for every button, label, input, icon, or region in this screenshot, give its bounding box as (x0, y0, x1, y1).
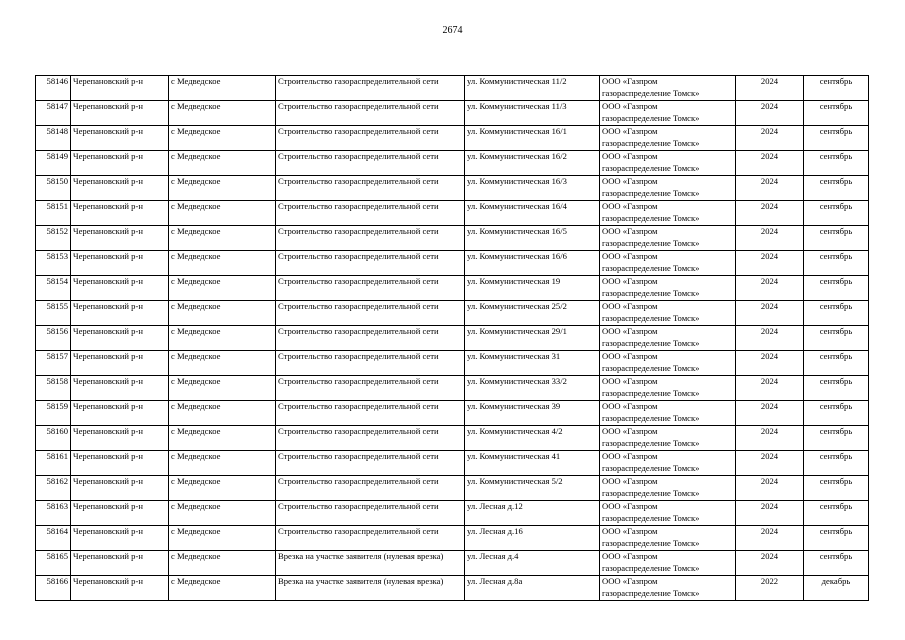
locality-cell: с Медведское (169, 326, 276, 351)
year-cell: 2024 (736, 401, 804, 426)
district-cell: Черепановский р-н (71, 201, 169, 226)
year-cell: 2024 (736, 376, 804, 401)
record-number: 58155 (36, 301, 71, 326)
address-cell: ул. Коммунистическая 16/6 (465, 251, 600, 276)
organization-cell (600, 226, 736, 251)
work-type-cell: Строительство газораспределительной сети (276, 176, 465, 201)
month-cell: сентябрь (804, 151, 869, 176)
locality-cell: с Медведское (169, 551, 276, 576)
organization-line: газораспределение Томск» (602, 87, 700, 98)
organization-cell (600, 101, 736, 126)
district-cell: Черепановский р-н (71, 101, 169, 126)
organization-line: ООО «Газпром (602, 351, 658, 361)
table-row (36, 251, 869, 276)
district-cell: Черепановский р-н (71, 501, 169, 526)
organization-line: газораспределение Томск» (602, 537, 700, 548)
work-type-cell: Строительство газораспределительной сети (276, 126, 465, 151)
work-type-cell: Строительство газораспределительной сети (276, 101, 465, 126)
organization-line: газораспределение Томск» (602, 162, 700, 173)
month-cell: сентябрь (804, 176, 869, 201)
table-row (36, 451, 869, 476)
locality-cell: с Медведское (169, 251, 276, 276)
address-cell: ул. Лесная д.4 (465, 551, 600, 576)
address-cell: ул. Коммунистическая 41 (465, 451, 600, 476)
work-type-cell: Строительство газораспределительной сети (276, 326, 465, 351)
organization-line: газораспределение Томск» (602, 287, 700, 298)
month-cell: сентябрь (804, 326, 869, 351)
organization-cell (600, 351, 736, 376)
organization-line: газораспределение Томск» (602, 137, 700, 148)
year-cell: 2024 (736, 226, 804, 251)
locality-cell: с Медведское (169, 526, 276, 551)
address-cell: ул. Коммунистическая 16/2 (465, 151, 600, 176)
table-row (36, 576, 869, 601)
locality-cell: с Медведское (169, 226, 276, 251)
year-cell: 2024 (736, 501, 804, 526)
work-type-cell: Строительство газораспределительной сети (276, 451, 465, 476)
district-cell: Черепановский р-н (71, 351, 169, 376)
organization-line: ООО «Газпром (602, 551, 658, 561)
district-cell: Черепановский р-н (71, 276, 169, 301)
month-cell: сентябрь (804, 451, 869, 476)
district-cell: Черепановский р-н (71, 76, 169, 101)
locality-cell: с Медведское (169, 276, 276, 301)
register-body (36, 76, 869, 601)
work-type-cell: Строительство газораспределительной сети (276, 351, 465, 376)
table-row (36, 126, 869, 151)
year-cell: 2024 (736, 276, 804, 301)
organization-line: ООО «Газпром (602, 226, 658, 236)
year-cell: 2024 (736, 201, 804, 226)
organization-cell (600, 76, 736, 101)
organization-line: газораспределение Томск» (602, 362, 700, 373)
organization-cell (600, 151, 736, 176)
year-cell: 2024 (736, 101, 804, 126)
organization-line: газораспределение Томск» (602, 562, 700, 573)
month-cell: сентябрь (804, 401, 869, 426)
register-table (35, 75, 869, 601)
work-type-cell: Строительство газораспределительной сети (276, 376, 465, 401)
locality-cell: с Медведское (169, 76, 276, 101)
month-cell: сентябрь (804, 301, 869, 326)
organization-line: газораспределение Томск» (602, 587, 700, 598)
month-cell: сентябрь (804, 226, 869, 251)
table-row (36, 401, 869, 426)
address-cell: ул. Коммунистическая 19 (465, 276, 600, 301)
organization-line: газораспределение Томск» (602, 437, 700, 448)
organization-cell (600, 526, 736, 551)
organization-line: ООО «Газпром (602, 451, 658, 461)
month-cell: сентябрь (804, 251, 869, 276)
month-cell: сентябрь (804, 376, 869, 401)
organization-cell (600, 251, 736, 276)
organization-line: газораспределение Томск» (602, 112, 700, 123)
organization-line: газораспределение Томск» (602, 487, 700, 498)
year-cell: 2024 (736, 176, 804, 201)
record-number: 58160 (36, 426, 71, 451)
organization-line: ООО «Газпром (602, 276, 658, 286)
address-cell: ул. Лесная д.16 (465, 526, 600, 551)
locality-cell: с Медведское (169, 401, 276, 426)
address-cell: ул. Коммунистическая 33/2 (465, 376, 600, 401)
district-cell: Черепановский р-н (71, 526, 169, 551)
address-cell: ул. Коммунистическая 16/3 (465, 176, 600, 201)
month-cell: сентябрь (804, 351, 869, 376)
organization-cell (600, 576, 736, 601)
locality-cell: с Медведское (169, 351, 276, 376)
organization-cell (600, 451, 736, 476)
district-cell: Черепановский р-н (71, 151, 169, 176)
organization-cell (600, 426, 736, 451)
record-number: 58146 (36, 76, 71, 101)
work-type-cell: Строительство газораспределительной сети (276, 401, 465, 426)
address-cell: ул. Коммунистическая 16/1 (465, 126, 600, 151)
year-cell: 2024 (736, 351, 804, 376)
organization-cell (600, 551, 736, 576)
table-row (36, 76, 869, 101)
district-cell: Черепановский р-н (71, 301, 169, 326)
address-cell: ул. Коммунистическая 11/2 (465, 76, 600, 101)
table-row (36, 101, 869, 126)
district-cell: Черепановский р-н (71, 476, 169, 501)
table-row (36, 476, 869, 501)
organization-line: ООО «Газпром (602, 251, 658, 261)
address-cell: ул. Лесная д.12 (465, 501, 600, 526)
table-row (36, 501, 869, 526)
address-cell: ул. Лесная д.8а (465, 576, 600, 601)
year-cell: 2024 (736, 526, 804, 551)
organization-line: газораспределение Томск» (602, 312, 700, 323)
district-cell: Черепановский р-н (71, 426, 169, 451)
organization-line: ООО «Газпром (602, 176, 658, 186)
locality-cell: с Медведское (169, 376, 276, 401)
organization-line: ООО «Газпром (602, 526, 658, 536)
month-cell: сентябрь (804, 201, 869, 226)
locality-cell: с Медведское (169, 151, 276, 176)
organization-line: газораспределение Томск» (602, 462, 700, 473)
month-cell: декабрь (804, 576, 869, 601)
district-cell: Черепановский р-н (71, 576, 169, 601)
organization-cell (600, 176, 736, 201)
organization-line: ООО «Газпром (602, 151, 658, 161)
address-cell: ул. Коммунистическая 5/2 (465, 476, 600, 501)
record-number: 58158 (36, 376, 71, 401)
work-type-cell: Строительство газораспределительной сети (276, 276, 465, 301)
year-cell: 2024 (736, 301, 804, 326)
year-cell: 2024 (736, 126, 804, 151)
work-type-cell: Строительство газораспределительной сети (276, 251, 465, 276)
year-cell: 2024 (736, 326, 804, 351)
table-row (36, 426, 869, 451)
district-cell: Черепановский р-н (71, 551, 169, 576)
year-cell: 2024 (736, 476, 804, 501)
month-cell: сентябрь (804, 476, 869, 501)
record-number: 58161 (36, 451, 71, 476)
address-cell: ул. Коммунистическая 39 (465, 401, 600, 426)
month-cell: сентябрь (804, 76, 869, 101)
organization-cell (600, 126, 736, 151)
record-number: 58166 (36, 576, 71, 601)
locality-cell: с Медведское (169, 576, 276, 601)
organization-line: ООО «Газпром (602, 576, 658, 586)
record-number: 58152 (36, 226, 71, 251)
locality-cell: с Медведское (169, 176, 276, 201)
record-number: 58165 (36, 551, 71, 576)
year-cell: 2024 (736, 151, 804, 176)
organization-cell (600, 376, 736, 401)
month-cell: сентябрь (804, 126, 869, 151)
locality-cell: с Медведское (169, 451, 276, 476)
table-row (36, 176, 869, 201)
organization-line: газораспределение Томск» (602, 412, 700, 423)
address-cell: ул. Коммунистическая 4/2 (465, 426, 600, 451)
year-cell: 2024 (736, 551, 804, 576)
locality-cell: с Медведское (169, 301, 276, 326)
record-number: 58147 (36, 101, 71, 126)
organization-line: газораспределение Томск» (602, 337, 700, 348)
record-number: 58150 (36, 176, 71, 201)
work-type-cell: Строительство газораспределительной сети (276, 201, 465, 226)
table-row (36, 351, 869, 376)
work-type-cell: Строительство газораспределительной сети (276, 501, 465, 526)
work-type-cell: Строительство газораспределительной сети (276, 76, 465, 101)
organization-line: газораспределение Томск» (602, 387, 700, 398)
year-cell: 2024 (736, 76, 804, 101)
organization-line: ООО «Газпром (602, 101, 658, 111)
organization-line: газораспределение Томск» (602, 512, 700, 523)
work-type-cell: Строительство газораспределительной сети (276, 151, 465, 176)
organization-line: ООО «Газпром (602, 376, 658, 386)
organization-cell (600, 326, 736, 351)
address-cell: ул. Коммунистическая 11/3 (465, 101, 600, 126)
locality-cell: с Медведское (169, 101, 276, 126)
organization-cell (600, 276, 736, 301)
organization-line: ООО «Газпром (602, 476, 658, 486)
year-cell: 2024 (736, 451, 804, 476)
record-number: 58151 (36, 201, 71, 226)
district-cell: Черепановский р-н (71, 126, 169, 151)
table-row (36, 201, 869, 226)
organization-cell (600, 401, 736, 426)
organization-line: ООО «Газпром (602, 126, 658, 136)
record-number: 58164 (36, 526, 71, 551)
work-type-cell: Врезка на участке заявителя (нулевая врезка) (276, 551, 465, 576)
work-type-cell: Врезка на участке заявителя (нулевая врезка) (276, 576, 465, 601)
locality-cell: с Медведское (169, 501, 276, 526)
organization-cell (600, 476, 736, 501)
address-cell: ул. Коммунистическая 25/2 (465, 301, 600, 326)
record-number: 58149 (36, 151, 71, 176)
work-type-cell: Строительство газораспределительной сети (276, 301, 465, 326)
month-cell: сентябрь (804, 101, 869, 126)
address-cell: ул. Коммунистическая 29/1 (465, 326, 600, 351)
address-cell: ул. Коммунистическая 16/4 (465, 201, 600, 226)
record-number: 58148 (36, 126, 71, 151)
district-cell: Черепановский р-н (71, 401, 169, 426)
work-type-cell: Строительство газораспределительной сети (276, 476, 465, 501)
address-cell: ул. Коммунистическая 16/5 (465, 226, 600, 251)
organization-line: ООО «Газпром (602, 201, 658, 211)
district-cell: Черепановский р-н (71, 176, 169, 201)
locality-cell: с Медведское (169, 201, 276, 226)
month-cell: сентябрь (804, 551, 869, 576)
organization-cell (600, 501, 736, 526)
month-cell: сентябрь (804, 276, 869, 301)
organization-line: газораспределение Томск» (602, 262, 700, 273)
year-cell: 2024 (736, 426, 804, 451)
record-number: 58156 (36, 326, 71, 351)
organization-cell (600, 301, 736, 326)
page-number: 2674 (442, 25, 463, 36)
organization-cell (600, 201, 736, 226)
locality-cell: с Медведское (169, 426, 276, 451)
table-row (36, 151, 869, 176)
address-cell: ул. Коммунистическая 31 (465, 351, 600, 376)
work-type-cell: Строительство газораспределительной сети (276, 426, 465, 451)
table-row (36, 226, 869, 251)
organization-line: газораспределение Томск» (602, 212, 700, 223)
district-cell: Черепановский р-н (71, 326, 169, 351)
work-type-cell: Строительство газораспределительной сети (276, 226, 465, 251)
table-row (36, 551, 869, 576)
month-cell: сентябрь (804, 526, 869, 551)
district-cell: Черепановский р-н (71, 226, 169, 251)
locality-cell: с Медведское (169, 476, 276, 501)
record-number: 58162 (36, 476, 71, 501)
district-cell: Черепановский р-н (71, 251, 169, 276)
record-number: 58154 (36, 276, 71, 301)
table-row (36, 526, 869, 551)
month-cell: сентябрь (804, 501, 869, 526)
locality-cell: с Медведское (169, 126, 276, 151)
organization-line: ООО «Газпром (602, 426, 658, 436)
work-type-cell: Строительство газораспределительной сети (276, 526, 465, 551)
year-cell: 2024 (736, 251, 804, 276)
organization-line: ООО «Газпром (602, 301, 658, 311)
table-row (36, 276, 869, 301)
year-cell: 2022 (736, 576, 804, 601)
organization-line: газораспределение Томск» (602, 187, 700, 198)
district-cell: Черепановский р-н (71, 376, 169, 401)
organization-line: ООО «Газпром (602, 326, 658, 336)
record-number: 58157 (36, 351, 71, 376)
record-number: 58159 (36, 401, 71, 426)
organization-line: ООО «Газпром (602, 76, 658, 86)
table-row (36, 376, 869, 401)
record-number: 58163 (36, 501, 71, 526)
organization-line: газораспределение Томск» (602, 237, 700, 248)
organization-line: ООО «Газпром (602, 501, 658, 511)
organization-line: ООО «Газпром (602, 401, 658, 411)
table-row (36, 326, 869, 351)
record-number: 58153 (36, 251, 71, 276)
table-row (36, 301, 869, 326)
month-cell: сентябрь (804, 426, 869, 451)
district-cell: Черепановский р-н (71, 451, 169, 476)
